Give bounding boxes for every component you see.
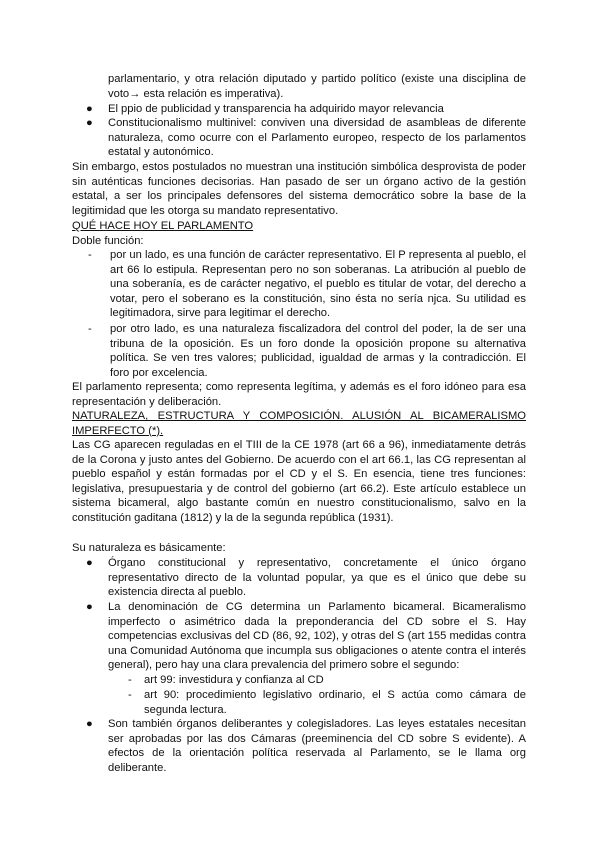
naturaleza-label: Su naturaleza es básicamente: [72,542,226,554]
dash-icon: - [88,249,92,261]
dash-icon: - [128,674,132,686]
heading-naturaleza: NATURALEZA, ESTRUCTURA Y COMPOSICIÓN. ALUSIÓN AL BICAMERALISMO IMPERFECTO (*). [72,410,526,437]
list-item-text: art 90: procedimiento legislativo ordinario, el S actúa como cámara de segunda lectura. [144,689,526,716]
paragraph-representa: El parlamento representa; como representa legítima, y además es el foro idóneo para esa representación y deliberación. [72,381,526,408]
list-item-text: Órgano constitucional y representativo, concretamente el único órgano representativo directo de la voluntad popular, ya que es el único que debe su existencia directa al pueblo. [108,557,526,599]
list-item-text: Constitucionalismo multinivel: conviven una diversidad de asambleas de diferente naturaleza, como ocurre con el Parlamento europeo, respecto de los parlamentos estatal y autonómico. [108,117,526,159]
bullet-icon: ● [86,103,93,115]
doble-funcion-label: Doble función: [72,235,144,247]
list-item [86,600,526,673]
list-item-text: por un lado, es una función de carácter representativo. El P representa al pueblo, el art 66 lo estipula. Representan pero no son soberanas. La atribución al pueblo de una soberanía, es de carácter negativo, el pueblo es titular de votar, del derecho a votar, pero el soberano es la constitución, sino ésta no sería njca. Su utilidad es legitimadora, sirve para legitimar el derecho. [110,249,526,320]
list-item [86,556,526,600]
list-item-text: Son también órganos deliberantes y colegisladores. Las leyes estatales necesitan ser aprobadas por las dos Cámaras (preeminencia del CD sobre S evidente). A efectos de la orientación política reservada al Parlamento, se le llama org deliberante. [108,718,526,774]
dash-icon: - [128,689,132,701]
list-item-text: La denominación de CG determina un Parlamento bicameral. Bicameralismo imperfecto o asimétrico dada la preponderancia del CD sobre el S. Hay competencias exclusivas del CD (86, 92, 102), y otras del S (art 155 medidas contra una Comunidad Autónoma que incumpla sus obligaciones o atente contra el interés general), pero hay una clara prevalencia del primero sobre el segundo: [108,601,526,672]
list-item [86,717,526,775]
list-item [128,688,526,717]
bullet-icon: ● [86,718,93,730]
paragraph-sin-embargo: Sin embargo, estos postulados no muestran una institución simbólica desprovista de poder sin auténticas funciones decisorias. Han pasado de ser un órgano activo de la gestión estatal, a ser los principales defensores del sistema democrático sobre la base de la legitimidad que les otorga su mandato representativo. [72,161,526,217]
list-item-text: por otro lado, es una naturaleza fiscalizadora del control del poder, la de ser una tribuna de la oposición. Es un foro donde la oposición propone su alternativa política. Se ven tres valores; publicidad, igualdad de armas y la contradicción. El foro por excelencia. [110,323,526,379]
paragraph-cg: Las CG aparecen reguladas en el TIII de la CE 1978 (art 66 a 96), inmediatamente detrás de la Corona y justo antes del Gobierno. De acuerdo con el art 66.1, las CG representan al pueblo español y están formadas por el CD y el S. En esencia, tiene tres funciones: legislativa, presupuestaria y de control del gobierno (art 66.2). Este artículo establece un sistema bicameral, algo bastante común en nuestro constitucionalismo, salvo en la constitución gaditana (1812) y la de la segunda república (1931). [72,439,526,524]
intro-continuation: parlamentario, y otra relación diputado y partido político (existe una disciplina de voto→ esta relación es imperativa). [108,73,526,100]
bullet-icon: ● [86,601,93,613]
list-item [88,322,526,380]
list-item-text: art 99: investidura y confianza al CD [144,674,324,686]
list-item [86,116,526,160]
list-item [128,673,526,688]
dash-icon: - [88,323,92,335]
bullet-icon: ● [86,557,93,569]
list-item [88,248,526,321]
list-item-text: El ppio de publicidad y transparencia ha adquirido mayor relevancia [108,103,444,115]
heading-que-hace: QUÉ HACE HOY EL PARLAMENTO [72,220,254,232]
bullet-icon: ● [86,117,93,129]
list-item [86,102,526,117]
